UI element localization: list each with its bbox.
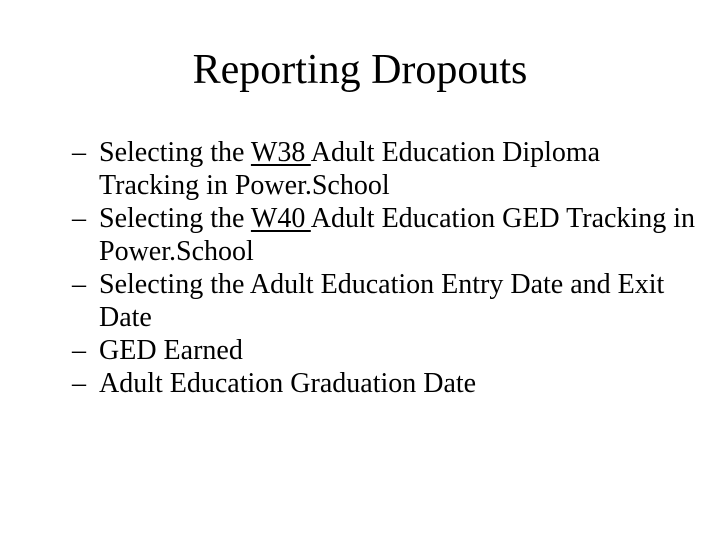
bullet-dash: –	[72, 269, 86, 300]
bullet-graduation-date	[72, 367, 702, 400]
bullet-dash: –	[72, 137, 86, 168]
bullet-ged-earned	[72, 334, 702, 367]
bullet-suffix: Adult Education Diploma Tracking in Power.School	[99, 137, 601, 201]
bullet-prefix: Selecting the	[99, 203, 251, 234]
bullet-dash: –	[72, 368, 86, 399]
bullet-suffix: Adult Education GED Tracking in Power.School	[99, 203, 695, 267]
slide-title: Reporting Dropouts	[192, 47, 528, 93]
bullet-dash: –	[72, 203, 86, 234]
code-w40: W40	[250, 203, 311, 234]
bullet-w38-diploma-tracking	[72, 136, 702, 202]
bullet-w40-ged-tracking	[72, 202, 702, 268]
bullet-entry-exit-date	[72, 268, 702, 334]
bullet-dash: –	[72, 335, 86, 366]
code-w38: W38	[250, 137, 311, 168]
bullet-text: GED Earned	[99, 335, 243, 366]
bullet-list	[72, 136, 702, 400]
bullet-prefix: Selecting the	[99, 137, 251, 168]
bullet-text: Selecting the Adult Education Entry Date and Exit Date	[99, 269, 665, 333]
bullet-text: Adult Education Graduation Date	[99, 368, 477, 399]
